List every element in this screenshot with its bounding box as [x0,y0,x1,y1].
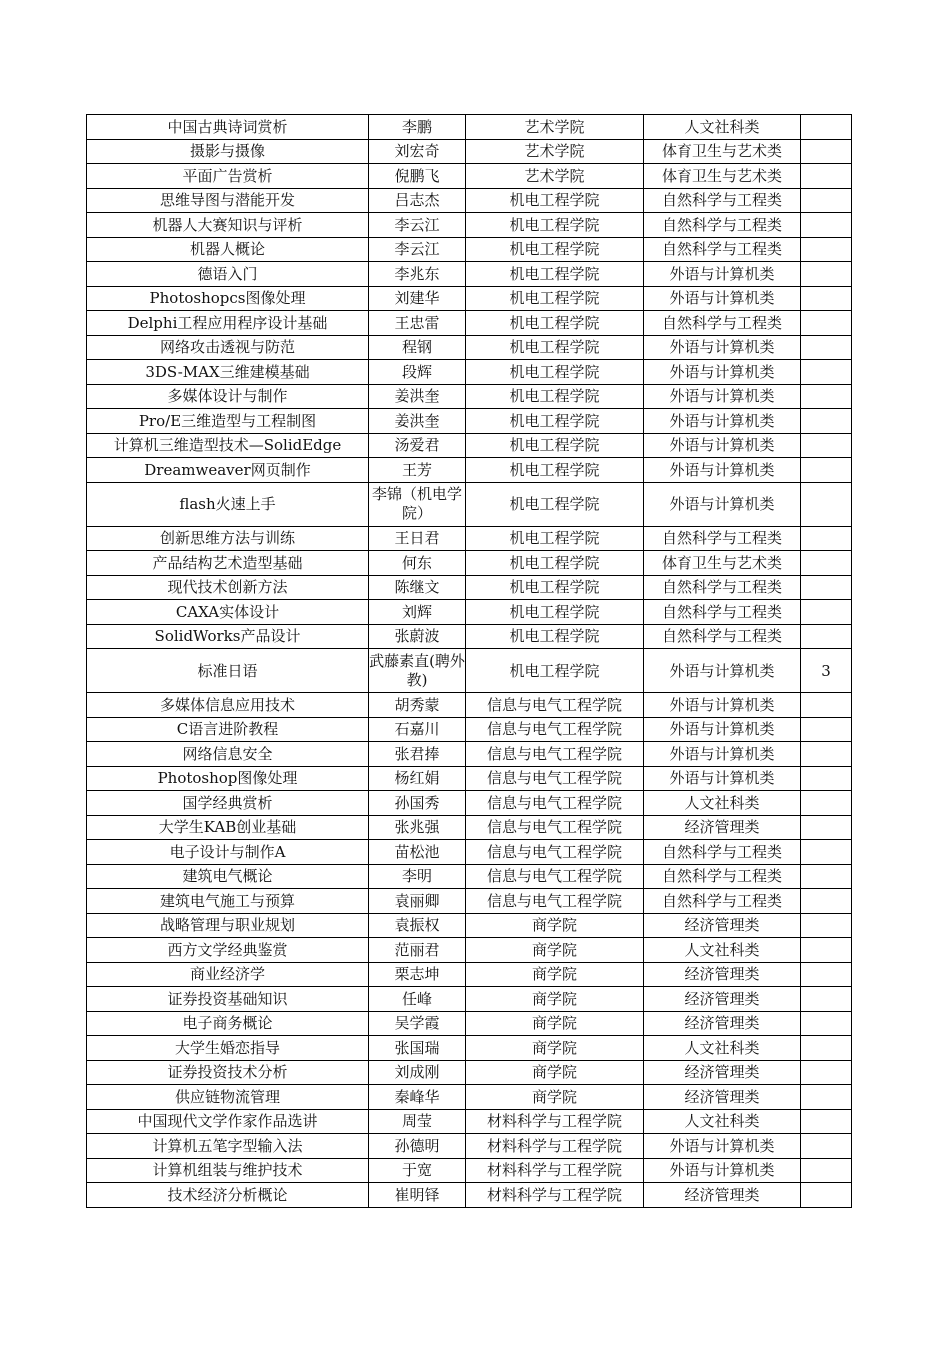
college-cell: 艺术学院 [466,115,644,140]
extra-cell [801,1158,852,1183]
teacher-cell: 苗松池 [369,840,466,865]
college-cell: 信息与电气工程学院 [466,840,644,865]
teacher-cell: 王日君 [369,526,466,551]
table-row [87,840,852,865]
college-cell: 机电工程学院 [466,262,644,287]
extra-cell [801,360,852,385]
table-row [87,115,852,140]
table-row [87,987,852,1012]
extra-cell [801,551,852,576]
table-row [87,1036,852,1061]
category-cell: 外语与计算机类 [644,286,801,311]
category-cell: 外语与计算机类 [644,360,801,385]
category-cell: 人文社科类 [644,938,801,963]
teacher-cell: 李明 [369,864,466,889]
category-cell: 自然科学与工程类 [644,311,801,336]
teacher-cell: 于宽 [369,1158,466,1183]
table-row [87,815,852,840]
extra-cell [801,1109,852,1134]
category-cell: 自然科学与工程类 [644,624,801,649]
extra-cell [801,791,852,816]
teacher-cell: 段辉 [369,360,466,385]
college-cell: 商学院 [466,1085,644,1110]
table-row [87,938,852,963]
college-cell: 信息与电气工程学院 [466,693,644,718]
teacher-cell: 张兆强 [369,815,466,840]
college-cell: 商学院 [466,1060,644,1085]
course-name-cell: 思维导图与潜能开发 [87,188,369,213]
category-cell: 自然科学与工程类 [644,213,801,238]
table-row [87,962,852,987]
course-name-cell: 平面广告赏析 [87,164,369,189]
college-cell: 信息与电气工程学院 [466,791,644,816]
category-cell: 外语与计算机类 [644,384,801,409]
course-name-cell: 计算机三维造型技术—SolidEdge [87,433,369,458]
extra-cell [801,311,852,336]
college-cell: 商学院 [466,962,644,987]
category-cell: 自然科学与工程类 [644,237,801,262]
extra-cell [801,938,852,963]
course-name-cell: 机器人大赛知识与评析 [87,213,369,238]
course-name-cell: Photoshop图像处理 [87,766,369,791]
category-cell: 经济管理类 [644,815,801,840]
extra-cell [801,864,852,889]
course-table [86,114,852,1208]
extra-cell [801,433,852,458]
extra-cell [801,840,852,865]
category-cell: 人文社科类 [644,1036,801,1061]
course-name-cell: 商业经济学 [87,962,369,987]
category-cell: 体育卫生与艺术类 [644,139,801,164]
teacher-cell: 李云江 [369,237,466,262]
college-cell: 机电工程学院 [466,360,644,385]
extra-cell [801,335,852,360]
teacher-cell: 张蔚波 [369,624,466,649]
table-row [87,600,852,625]
college-cell: 材料科学与工程学院 [466,1183,644,1208]
course-name-cell: 证券投资技术分析 [87,1060,369,1085]
extra-cell [801,624,852,649]
category-cell: 外语与计算机类 [644,766,801,791]
category-cell: 人文社科类 [644,791,801,816]
college-cell: 机电工程学院 [466,335,644,360]
teacher-cell: 周莹 [369,1109,466,1134]
college-cell: 商学院 [466,987,644,1012]
extra-cell [801,384,852,409]
course-name-cell: 电子设计与制作A [87,840,369,865]
category-cell: 外语与计算机类 [644,742,801,767]
extra-cell [801,1134,852,1159]
course-name-cell: flash火速上手 [87,482,369,526]
teacher-cell: 武藤素直(聘外教) [369,649,466,693]
college-cell: 材料科学与工程学院 [466,1158,644,1183]
course-name-cell: Dreamweaver网页制作 [87,458,369,483]
teacher-cell: 王忠雷 [369,311,466,336]
course-name-cell: 计算机组装与维护技术 [87,1158,369,1183]
category-cell: 自然科学与工程类 [644,188,801,213]
table-row [87,791,852,816]
category-cell: 外语与计算机类 [644,262,801,287]
college-cell: 材料科学与工程学院 [466,1109,644,1134]
category-cell: 外语与计算机类 [644,1134,801,1159]
course-name-cell: CAXA实体设计 [87,600,369,625]
table-row [87,693,852,718]
course-name-cell: Photoshopcs图像处理 [87,286,369,311]
extra-cell [801,164,852,189]
college-cell: 机电工程学院 [466,649,644,693]
teacher-cell: 刘辉 [369,600,466,625]
course-name-cell: 多媒体信息应用技术 [87,693,369,718]
college-cell: 信息与电气工程学院 [466,864,644,889]
teacher-cell: 李锦（机电学院） [369,482,466,526]
table-row [87,526,852,551]
course-name-cell: 标准日语 [87,649,369,693]
college-cell: 机电工程学院 [466,600,644,625]
table-row [87,913,852,938]
table-row [87,360,852,385]
college-cell: 机电工程学院 [466,237,644,262]
category-cell: 自然科学与工程类 [644,840,801,865]
teacher-cell: 吴学霞 [369,1011,466,1036]
teacher-cell: 吕志杰 [369,188,466,213]
table-row [87,433,852,458]
category-cell: 自然科学与工程类 [644,864,801,889]
category-cell: 外语与计算机类 [644,1158,801,1183]
course-name-cell: 计算机五笔字型输入法 [87,1134,369,1159]
course-name-cell: 产品结构艺术造型基础 [87,551,369,576]
table-row [87,1060,852,1085]
college-cell: 信息与电气工程学院 [466,717,644,742]
table-row [87,262,852,287]
table-row [87,864,852,889]
extra-cell [801,717,852,742]
extra-cell [801,742,852,767]
category-cell: 外语与计算机类 [644,693,801,718]
teacher-cell: 崔明铎 [369,1183,466,1208]
extra-cell [801,213,852,238]
table-row [87,649,852,693]
extra-cell [801,889,852,914]
teacher-cell: 张国瑞 [369,1036,466,1061]
course-name-cell: 摄影与摄像 [87,139,369,164]
college-cell: 机电工程学院 [466,458,644,483]
college-cell: 机电工程学院 [466,188,644,213]
course-name-cell: C语言进阶教程 [87,717,369,742]
teacher-cell: 孙德明 [369,1134,466,1159]
extra-cell [801,458,852,483]
college-cell: 机电工程学院 [466,286,644,311]
course-name-cell: 技术经济分析概论 [87,1183,369,1208]
course-name-cell: Delphi工程应用程序设计基础 [87,311,369,336]
teacher-cell: 胡秀蒙 [369,693,466,718]
college-cell: 机电工程学院 [466,213,644,238]
teacher-cell: 姜洪奎 [369,384,466,409]
course-name-cell: 证券投资基础知识 [87,987,369,1012]
extra-cell [801,1036,852,1061]
teacher-cell: 程钢 [369,335,466,360]
extra-cell [801,139,852,164]
table-row [87,139,852,164]
table-row [87,409,852,434]
teacher-cell: 王芳 [369,458,466,483]
teacher-cell: 石嘉川 [369,717,466,742]
category-cell: 外语与计算机类 [644,717,801,742]
course-name-cell: SolidWorks产品设计 [87,624,369,649]
extra-cell [801,766,852,791]
course-name-cell: 供应链物流管理 [87,1085,369,1110]
course-name-cell: 西方文学经典鉴赏 [87,938,369,963]
college-cell: 艺术学院 [466,139,644,164]
table-row [87,717,852,742]
college-cell: 机电工程学院 [466,575,644,600]
table-row [87,624,852,649]
table-row [87,188,852,213]
college-cell: 机电工程学院 [466,624,644,649]
teacher-cell: 倪鹏飞 [369,164,466,189]
college-cell: 商学院 [466,913,644,938]
extra-cell [801,115,852,140]
table-row [87,384,852,409]
teacher-cell: 姜洪奎 [369,409,466,434]
teacher-cell: 李鹏 [369,115,466,140]
course-name-cell: 现代技术创新方法 [87,575,369,600]
table-row [87,237,852,262]
extra-cell [801,1085,852,1110]
teacher-cell: 栗志坤 [369,962,466,987]
category-cell: 体育卫生与艺术类 [644,551,801,576]
college-cell: 机电工程学院 [466,551,644,576]
extra-cell [801,262,852,287]
teacher-cell: 刘宏奇 [369,139,466,164]
course-name-cell: 战略管理与职业规划 [87,913,369,938]
table-row [87,1134,852,1159]
table-row [87,575,852,600]
course-name-cell: 建筑电气概论 [87,864,369,889]
course-name-cell: 国学经典赏析 [87,791,369,816]
college-cell: 艺术学院 [466,164,644,189]
table-row [87,458,852,483]
college-cell: 信息与电气工程学院 [466,742,644,767]
extra-cell [801,1183,852,1208]
college-cell: 信息与电气工程学院 [466,766,644,791]
course-name-cell: 多媒体设计与制作 [87,384,369,409]
extra-cell: 3 [801,649,852,693]
category-cell: 经济管理类 [644,1060,801,1085]
college-cell: 机电工程学院 [466,311,644,336]
college-cell: 信息与电气工程学院 [466,815,644,840]
college-cell: 机电工程学院 [466,384,644,409]
category-cell: 自然科学与工程类 [644,526,801,551]
category-cell: 经济管理类 [644,913,801,938]
teacher-cell: 孙国秀 [369,791,466,816]
category-cell: 外语与计算机类 [644,409,801,434]
course-name-cell: 德语入门 [87,262,369,287]
extra-cell [801,482,852,526]
table-row [87,742,852,767]
category-cell: 经济管理类 [644,987,801,1012]
teacher-cell: 袁振权 [369,913,466,938]
category-cell: 外语与计算机类 [644,335,801,360]
course-name-cell: 网络信息安全 [87,742,369,767]
course-name-cell: 建筑电气施工与预算 [87,889,369,914]
teacher-cell: 陈继文 [369,575,466,600]
extra-cell [801,987,852,1012]
category-cell: 经济管理类 [644,1085,801,1110]
teacher-cell: 范丽君 [369,938,466,963]
college-cell: 材料科学与工程学院 [466,1134,644,1159]
teacher-cell: 何东 [369,551,466,576]
college-cell: 机电工程学院 [466,433,644,458]
course-name-cell: Pro/E三维造型与工程制图 [87,409,369,434]
college-cell: 商学院 [466,938,644,963]
extra-cell [801,286,852,311]
category-cell: 自然科学与工程类 [644,889,801,914]
extra-cell [801,1011,852,1036]
category-cell: 人文社科类 [644,1109,801,1134]
extra-cell [801,913,852,938]
course-name-cell: 大学生KAB创业基础 [87,815,369,840]
extra-cell [801,526,852,551]
college-cell: 机电工程学院 [466,482,644,526]
table-row [87,1109,852,1134]
category-cell: 外语与计算机类 [644,649,801,693]
table-row [87,1158,852,1183]
table-row [87,766,852,791]
teacher-cell: 杨红娟 [369,766,466,791]
table-row [87,164,852,189]
teacher-cell: 李兆东 [369,262,466,287]
teacher-cell: 李云江 [369,213,466,238]
course-name-cell: 中国古典诗词赏析 [87,115,369,140]
extra-cell [801,815,852,840]
college-cell: 商学院 [466,1011,644,1036]
extra-cell [801,237,852,262]
course-name-cell: 3DS-MAX三维建模基础 [87,360,369,385]
teacher-cell: 刘成刚 [369,1060,466,1085]
category-cell: 自然科学与工程类 [644,575,801,600]
category-cell: 外语与计算机类 [644,433,801,458]
table-row [87,286,852,311]
category-cell: 人文社科类 [644,115,801,140]
teacher-cell: 刘建华 [369,286,466,311]
teacher-cell: 袁丽卿 [369,889,466,914]
table-body [87,115,852,1208]
category-cell: 体育卫生与艺术类 [644,164,801,189]
table-row [87,311,852,336]
table-row [87,482,852,526]
extra-cell [801,962,852,987]
course-name-cell: 中国现代文学作家作品选讲 [87,1109,369,1134]
table-row [87,335,852,360]
table-row [87,551,852,576]
teacher-cell: 任峰 [369,987,466,1012]
extra-cell [801,1060,852,1085]
table-row [87,889,852,914]
category-cell: 外语与计算机类 [644,482,801,526]
course-name-cell: 机器人概论 [87,237,369,262]
table-row [87,213,852,238]
category-cell: 外语与计算机类 [644,458,801,483]
college-cell: 机电工程学院 [466,409,644,434]
category-cell: 经济管理类 [644,1183,801,1208]
college-cell: 信息与电气工程学院 [466,889,644,914]
category-cell: 经济管理类 [644,962,801,987]
course-name-cell: 电子商务概论 [87,1011,369,1036]
table-row [87,1011,852,1036]
table-row [87,1085,852,1110]
extra-cell [801,409,852,434]
extra-cell [801,188,852,213]
course-name-cell: 大学生婚恋指导 [87,1036,369,1061]
extra-cell [801,600,852,625]
category-cell: 自然科学与工程类 [644,600,801,625]
course-name-cell: 网络攻击透视与防范 [87,335,369,360]
college-cell: 商学院 [466,1036,644,1061]
college-cell: 机电工程学院 [466,526,644,551]
extra-cell [801,575,852,600]
course-name-cell: 创新思维方法与训练 [87,526,369,551]
teacher-cell: 汤爱君 [369,433,466,458]
teacher-cell: 秦峰华 [369,1085,466,1110]
extra-cell [801,693,852,718]
teacher-cell: 张君捧 [369,742,466,767]
category-cell: 经济管理类 [644,1011,801,1036]
table-row [87,1183,852,1208]
